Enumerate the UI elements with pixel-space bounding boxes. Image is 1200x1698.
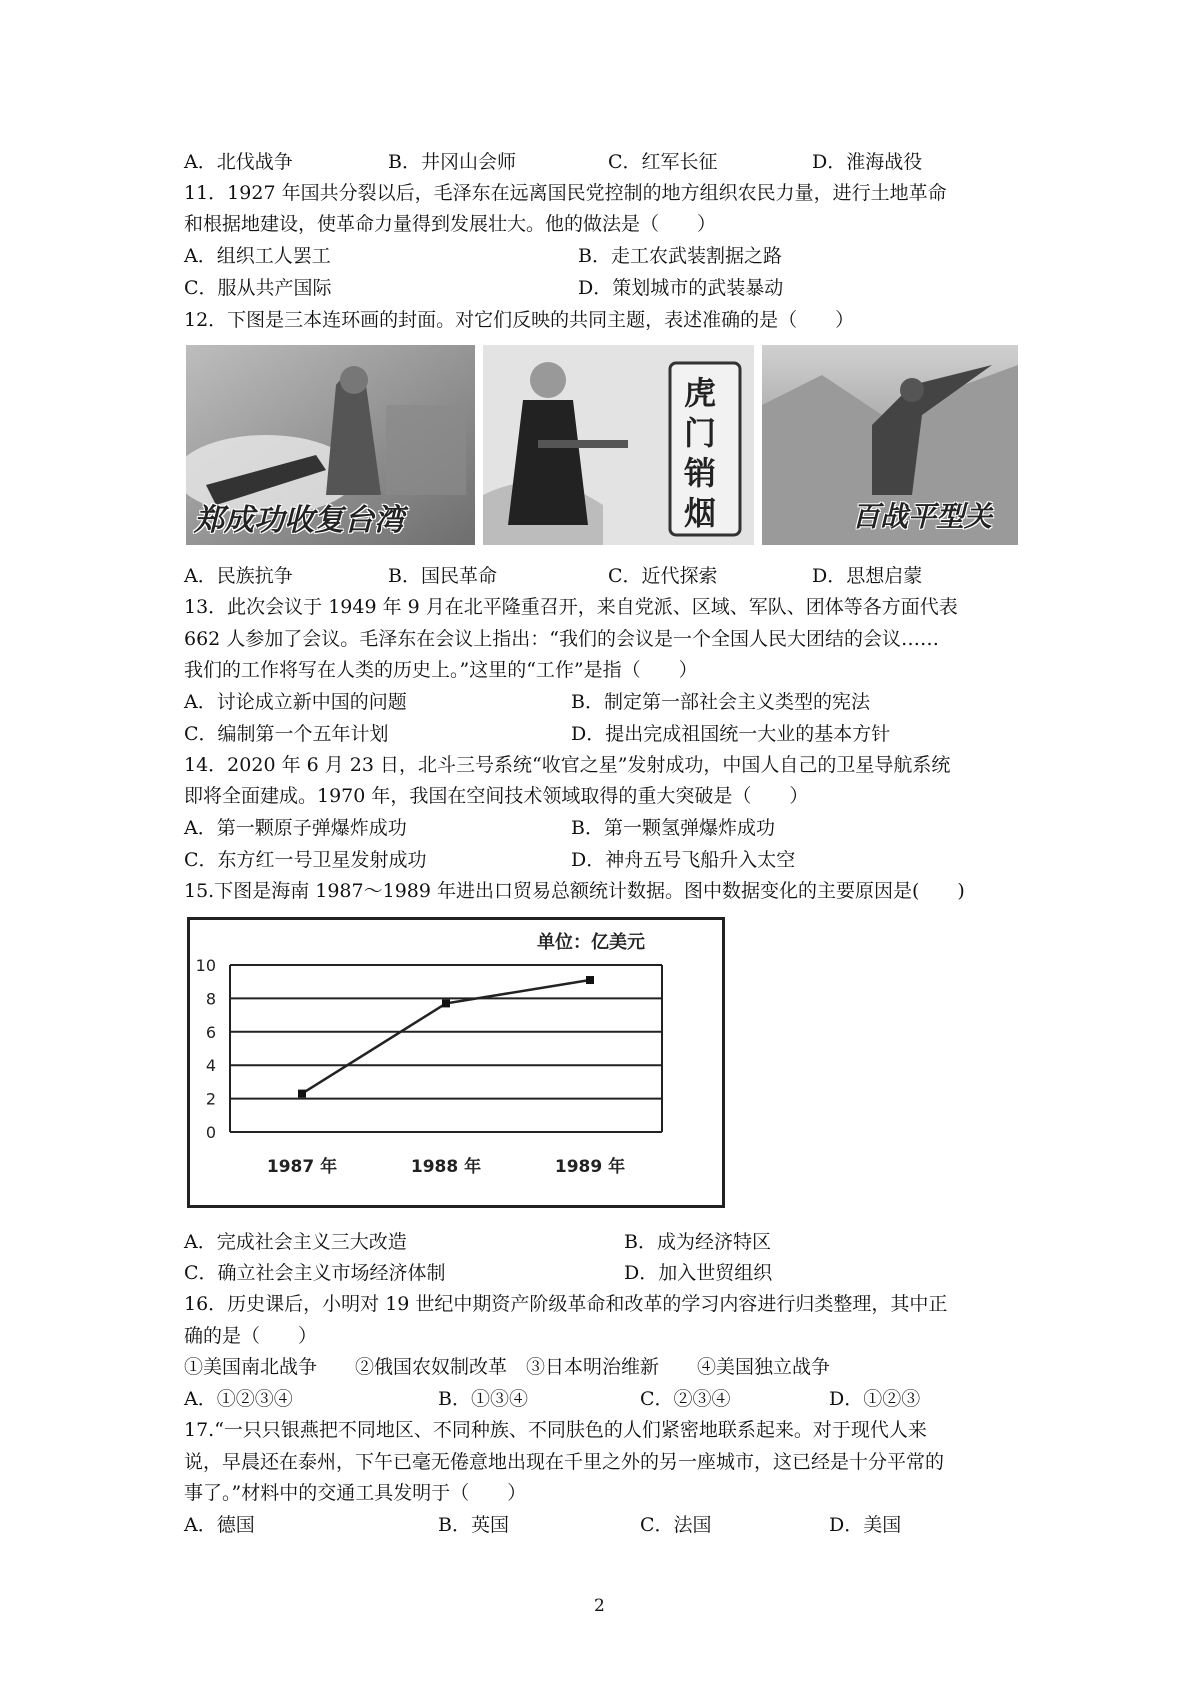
q13-option-d: D．提出完成祖国统一大业的基本方针 <box>571 723 891 745</box>
trade-chart <box>187 917 725 1208</box>
comic-cover-1 <box>186 345 475 545</box>
q14-option-a: A．第一颗原子弹爆炸成功 <box>184 817 407 839</box>
data-point <box>442 999 450 1007</box>
q14-stem-line-1: 14．2020 年 6 月 23 日，北斗三号系统“收官之星”发射成功，中国人自己的卫星导航系统 <box>184 754 951 776</box>
q17-stem-line-3: 事了。”材料中的交通工具发明于（ ） <box>184 1482 527 1504</box>
q15-option-c: C．确立社会主义市场经济体制 <box>184 1262 446 1284</box>
x-tick-label: 1987 年 <box>266 1157 338 1177</box>
q16-option-d: D．①②③ <box>829 1388 921 1410</box>
q13-option-b: B．制定第一部社会主义类型的宪法 <box>571 691 870 713</box>
q11-option-a: A．组织工人罢工 <box>184 245 331 267</box>
q13-option-a: A．讨论成立新中国的问题 <box>184 691 407 713</box>
q17-option-b: B．英国 <box>438 1514 509 1536</box>
comic-cover-2 <box>483 345 754 545</box>
q12-option-a: A．民族抗争 <box>184 565 293 587</box>
q13-stem-line-2: 662 人参加了会议。毛泽东在会议上指出：“我们的会议是一个全国人民大团结的会议…… <box>184 628 940 650</box>
data-point <box>586 976 594 984</box>
q17-stem-line-2: 说，早晨还在泰州，下午已毫无倦意地出现在千里之外的另一座城市，这已经是十分平常的 <box>184 1451 945 1473</box>
q16-option-b: B．①③④ <box>438 1388 528 1410</box>
q15-option-a: A．完成社会主义三大改造 <box>184 1231 407 1253</box>
q17-option-c: C．法国 <box>640 1514 712 1536</box>
y-tick-label: 2 <box>205 1089 216 1109</box>
q17-option-a: A．德国 <box>184 1514 255 1536</box>
q11-option-b: B．走工农武装割据之路 <box>578 245 782 267</box>
q10-option-c: C．红军长征 <box>608 151 718 173</box>
x-tick-label: 1988 年 <box>410 1157 482 1177</box>
q15-stem: 15.下图是海南 1987～1989 年进出口贸易总额统计数据。图中数据变化的主要原因是( ) <box>184 880 965 902</box>
q15-option-d: D．加入世贸组织 <box>624 1262 773 1284</box>
q12-option-c: C．近代探索 <box>608 565 718 587</box>
unit-label: 单位：亿美元 <box>537 932 645 953</box>
q11-option-c: C．服从共产国际 <box>184 277 332 299</box>
q16-stem-line-2: 确的是（ ） <box>184 1325 318 1347</box>
q11-option-d: D．策划城市的武装暴动 <box>578 277 784 299</box>
q11-stem-line-2: 和根据地建设，使革命力量得到发展壮大。他的做法是（ ） <box>184 213 717 235</box>
comic-cover-3 <box>762 345 1018 545</box>
q13-stem-line-3: 我们的工作将写在人类的历史上。”这里的“工作”是指（ ） <box>184 659 698 681</box>
y-tick-label: 0 <box>205 1123 216 1142</box>
page-number: 2 <box>594 1596 605 1616</box>
q13-option-c: C．编制第一个五年计划 <box>184 723 389 745</box>
series-line <box>302 980 590 1094</box>
q12-option-d: D．思想启蒙 <box>812 565 923 587</box>
q12-stem: 12．下图是三本连环画的封面。对它们反映的共同主题，表述准确的是（ ） <box>184 309 855 331</box>
q16-items: ①美国南北战争 ②俄国农奴制改革 ③日本明治维新 ④美国独立战争 <box>184 1356 831 1378</box>
y-tick-label: 4 <box>205 1056 216 1076</box>
q12-option-b: B．国民革命 <box>388 565 497 587</box>
y-tick-label: 8 <box>205 989 216 1009</box>
comic-cover-3-title: 百战平型关 <box>852 500 993 533</box>
q13-stem-line-1: 13．此次会议于 1949 年 9 月在北平隆重召开，来自党派、区域、军队、团体等各方面代表 <box>184 596 958 618</box>
q14-option-b: B．第一颗氢弹爆炸成功 <box>571 817 775 839</box>
q16-stem-line-1: 16．历史课后，小明对 19 世纪中期资产阶级革命和改革的学习内容进行归类整理，其中正 <box>184 1293 948 1315</box>
q16-option-c: C．②③④ <box>640 1388 731 1410</box>
data-point <box>298 1090 306 1098</box>
q14-option-c: C．东方红一号卫星发射成功 <box>184 849 427 871</box>
x-tick-label: 1989 年 <box>554 1157 626 1177</box>
q14-stem-line-2: 即将全面建成。1970 年，我国在空间技术领域取得的重大突破是（ ） <box>184 785 809 807</box>
y-tick-label: 6 <box>205 1022 216 1042</box>
q11-stem-line-1: 11．1927 年国共分裂以后，毛泽东在远离国民党控制的地方组织农民力量，进行土地革命 <box>184 182 947 204</box>
q17-option-d: D．美国 <box>829 1514 902 1536</box>
comic-cover-2-title: 虎门销烟 <box>684 374 717 532</box>
q16-option-a: A．①②③④ <box>184 1388 293 1410</box>
y-tick-label: 10 <box>195 956 216 975</box>
q15-option-b: B．成为经济特区 <box>624 1231 771 1253</box>
trade-line-chart <box>190 920 722 1205</box>
comic-cover-1-title: 郑成功收复台湾 <box>194 503 404 538</box>
q10-option-b: B．井冈山会师 <box>388 151 516 173</box>
q17-stem-line-1: 17.“一只只银燕把不同地区、不同种族、不同肤色的人们紧密地联系起来。对于现代人来 <box>184 1419 927 1441</box>
q10-option-a: A．北伐战争 <box>184 151 293 173</box>
q14-option-d: D．神舟五号飞船升入太空 <box>571 849 796 871</box>
q10-option-d: D．淮海战役 <box>812 151 923 173</box>
